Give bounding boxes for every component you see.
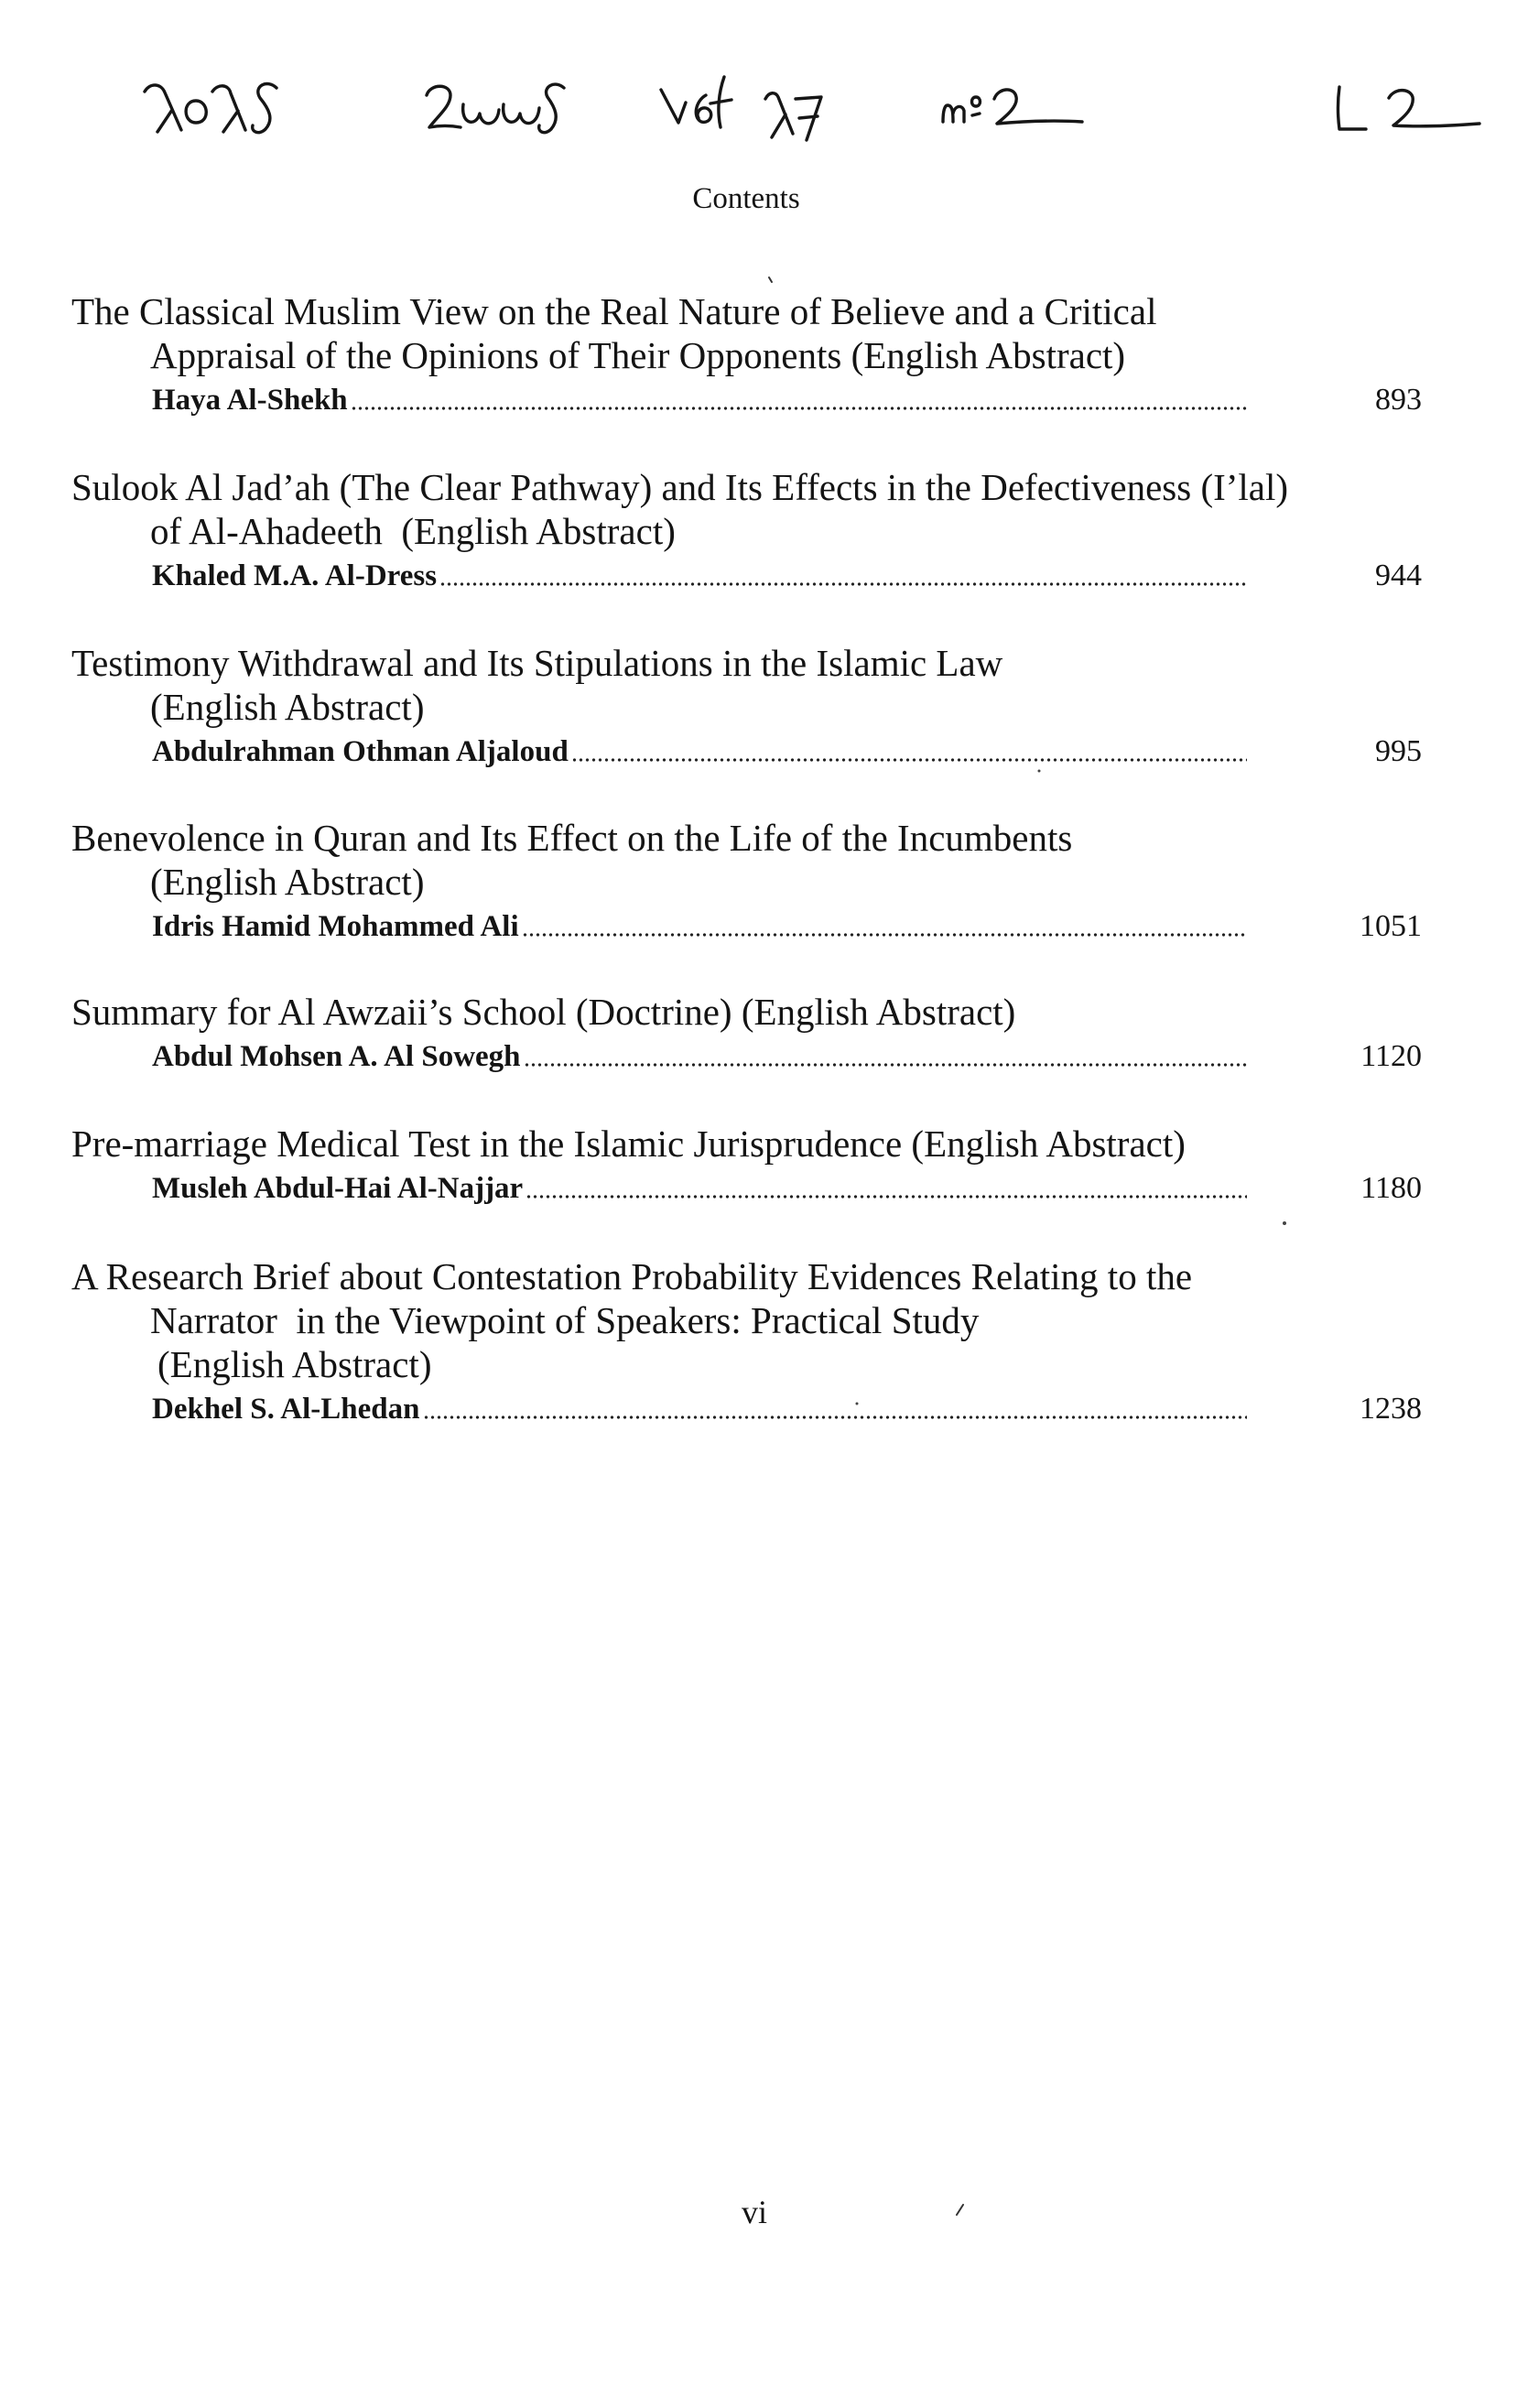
entry-title [71,816,1422,904]
entry-page-number: 995 [1375,734,1422,768]
entry-author: Abdulrahman Othman Aljaloud [152,735,569,768]
dot-leader [524,1034,1247,1079]
handwritten-note-issue [943,90,1082,124]
handwritten-note-year [427,84,564,133]
contents-heading: Contents [692,182,800,215]
entry-author-row [71,1166,1422,1211]
entry-title [71,1122,1422,1166]
footer-page-number: vi [741,2194,767,2230]
entry-author-row [71,553,1422,599]
entry-title-line: (English Abstract) [157,1343,432,1385]
dot-leader [571,729,1247,775]
entry-title [71,641,1422,729]
entry-page-number: 944 [1375,559,1422,592]
entry-title-line: (English Abstract) [150,686,425,728]
entry-author: Idris Hamid Mohammed Ali [152,910,519,943]
handwritten-note-volume [661,77,821,140]
entry-author-leader [152,904,1247,949]
entry-author-leader [152,553,1247,599]
dot-leader [351,377,1247,423]
entry-title-line: Pre-marriage Medical Test in the Islamic Jurisprudence (English Abstract) [71,1123,1186,1165]
entry-author-row [71,904,1422,949]
entry-author-row [71,1386,1422,1432]
entry-author-row [71,1034,1422,1079]
entry-title-line: of Al-Ahadeeth (English Abstract) [150,510,676,552]
entry-author-row [71,729,1422,775]
handwritten-note-number [145,84,276,133]
entry-page-number: 1051 [1360,909,1422,943]
dot-leader [423,1386,1248,1432]
toc-entry [71,1122,1422,1211]
toc-entry [71,465,1422,599]
entry-title-line: A Research Brief about Contestation Probability Evidences Relating to the [71,1255,1193,1297]
entry-author-row [71,377,1422,423]
toc-entry [71,990,1422,1079]
entry-author: Dekhel S. Al-Lhedan [152,1393,420,1426]
handwritten-annotations [0,0,1517,165]
entry-title [71,1254,1422,1386]
scan-speck [769,277,772,282]
entry-author: Haya Al-Shekh [152,384,348,417]
dot-leader [439,553,1247,599]
entry-author: Musleh Abdul-Hai Al-Najjar [152,1172,524,1205]
entry-author: Abdul Mohsen A. Al Sowegh [152,1040,521,1073]
entry-page-number: 893 [1375,383,1422,417]
toc-entry [71,641,1422,775]
entry-title [71,990,1422,1034]
scan-speck [1283,1221,1286,1225]
dot-leader [522,904,1247,949]
toc-entry [71,816,1422,949]
entry-title-line: Benevolence in Quran and Its Effect on the Life of the Incumbents [71,817,1073,859]
entry-title-line: Appraisal of the Opinions of Their Opponents (English Abstract) [150,334,1126,376]
entry-page-number: 1180 [1360,1171,1422,1205]
entry-title-line: Testimony Withdrawal and Its Stipulations in the Islamic Law [71,642,1003,684]
entry-title-line: Narrator in the Viewpoint of Speakers: Practical Study [150,1299,980,1341]
handwritten-note-location [1338,87,1480,129]
toc-entry [71,289,1422,423]
entry-author-leader [152,1034,1247,1079]
entry-title-line: Sulook Al Jad’ah (The Clear Pathway) and Its Effects in the Defectiveness (I’lal) [71,466,1289,508]
entry-page-number: 1120 [1360,1039,1422,1073]
entry-title [71,289,1422,377]
entry-page-number: 1238 [1360,1392,1422,1426]
entry-author-leader [152,1386,1247,1432]
entry-author-leader [152,1166,1247,1211]
entry-title [71,465,1422,553]
entry-author-leader [152,377,1247,423]
entry-author: Khaled M.A. Al-Dress [152,559,438,592]
toc-entry [71,1254,1422,1432]
entry-title-line: Summary for Al Awzaii’s School (Doctrine) (English Abstract) [71,991,1016,1033]
entry-author-leader [152,729,1247,775]
entry-title-line: (English Abstract) [150,861,425,903]
dot-leader [526,1166,1247,1211]
entry-title-line: The Classical Muslim View on the Real Nature of Believe and a Critical [71,290,1157,332]
